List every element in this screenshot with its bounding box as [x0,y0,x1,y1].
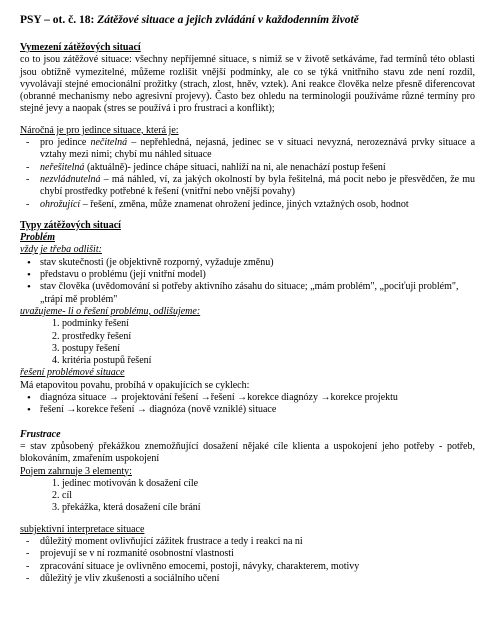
list-item: 3. postupy řešení [52,342,121,354]
narocna-list [20,137,475,211]
list-item-term: ohrožující [40,198,81,210]
vzdy-label: vždy je třeba odlišit: [20,244,102,256]
list-item: • řešení →korekce řešení → diagnóza (nově vzniklé) situace [20,404,475,416]
list-item: - neřešitelná (aktuálně)- jedince chápe situaci, nahlíží na ni, ale nenachází postup řešení [20,162,475,174]
list-item-term: nezvládnutelná [40,173,101,185]
section-heading-vymezeni: Vymezení zátěžových situací [20,42,141,53]
frustrace-text: = stav způsobený překážkou znemožňující dosažení nějaké cíle klienta a uspokojení jeho potřeby - potřeb, blokováním, zmařením uspokojení [20,440,475,465]
list-item: - důležitý je vliv zkušenosti a sociálního učení [20,573,475,585]
list-item: • diagnóza situace → projektování řešení →řešení →korekce diagnózy →korekce projektu [20,392,475,404]
list-item: 2. cíl [52,490,72,502]
list-item: 1. jedinec motivován k dosažení cíle [52,477,199,489]
pojem-label: Pojem zahrnuje 3 elementy: [20,465,132,477]
section-heading-typy: Typy zátěžových situací [20,219,121,231]
reseni-list [20,392,475,417]
list-item: - nezvládnutelná – má náhled, ví, za jakých okolností by byla řešitelná, má pocit nebo je přesvědčen, že mu chybí prostředky potřebné k řešení (vnitřní nebo vnější povahy) [20,174,475,199]
list-item-term: nečitelná [90,137,128,149]
list-item: - zpracování situace je ovlivněno emocemi, postoji, návyky, charakterem, motivy [20,561,475,573]
list-item: 3. překážka, která dosažení cíle brání [52,502,201,514]
list-item: 2. prostředky řešení [52,330,132,342]
interp-label: subjektivní interpretace situace [20,523,145,535]
list-item: - pro jedince nečitelná – nepřehledná, nejasná, jedinec se v situaci nevyzná, nerozeznává prvky situace a vztahy mezi nimi; chybí mu náhled situace [20,137,475,162]
list-item: • stav skutečnosti (je objektivně rozporný, vyžaduje změnu) [20,257,475,269]
document-title [20,14,475,27]
vzdy-list [20,257,475,306]
vymezeni-paragraph: co to jsou zátěžové situace: všechny nepříjemné situace, s nimiž se v životě setkáváme, řad termínů této oblasti jsou obtížně vymezitelné, můžeme rozlišit vnější podmínky, ale co se týká vnitřního stavu zde není rozdíl, vyvolávají stejné emocionální prožitky (strach, zlost, hněv, vztek). Ani reakce člověka nelze přesně diferencovat (obranné mechanismy nebo agresivní projevy). Často bez ohledu na terminologii používáme různé termíny pro stejné jevy a naopak (stres se používá i pro frustraci a konflikt); [20,54,475,115]
subheading-frustrace: Frustrace [20,428,61,440]
subheading-problem: Problém [20,232,55,244]
list-item: - ohrožující – řešení, změna, může znamenat ohrožení jedince, jiných vztažných osob, hodnot [20,199,475,211]
list-item: 4. kritéria postupů řešení [52,355,152,367]
pojem-list [20,478,475,515]
uvazujeme-list [20,318,475,367]
title-prefix: PSY – ot. č. 18: [20,14,95,26]
reseni-text: Má etapovitou povahu, probíhá v opakujících se cyklech: [20,379,250,391]
title-subject: Zátěžové situace a jejich zvládání v každodenním životě [97,14,359,26]
list-item: • stav člověka (uvědomování si potřeby aktivního zásahu do situace; „mám problém", „pociťuji problém", „trápí mě problém" [20,281,475,306]
uvazujeme-label: uvažujeme- li o řešení problému, odlišujeme: [20,305,201,317]
list-item: - projevují se v ní rozmanité osobnostní vlastnosti [20,548,475,560]
list-item-term: neřešitelná [40,161,85,173]
interp-list [20,536,475,585]
list-item: • představu o problému (její vnitřní model) [20,269,475,281]
reseni-label: řešení problémové situace [20,367,125,379]
narocna-heading: Náročná je pro jedince situace, která je: [20,124,179,136]
list-item: 1. podmínky řešení [52,318,129,330]
list-item: - důležitý moment ovlivňující zážitek frustrace a tedy i reakci na ni [20,536,475,548]
